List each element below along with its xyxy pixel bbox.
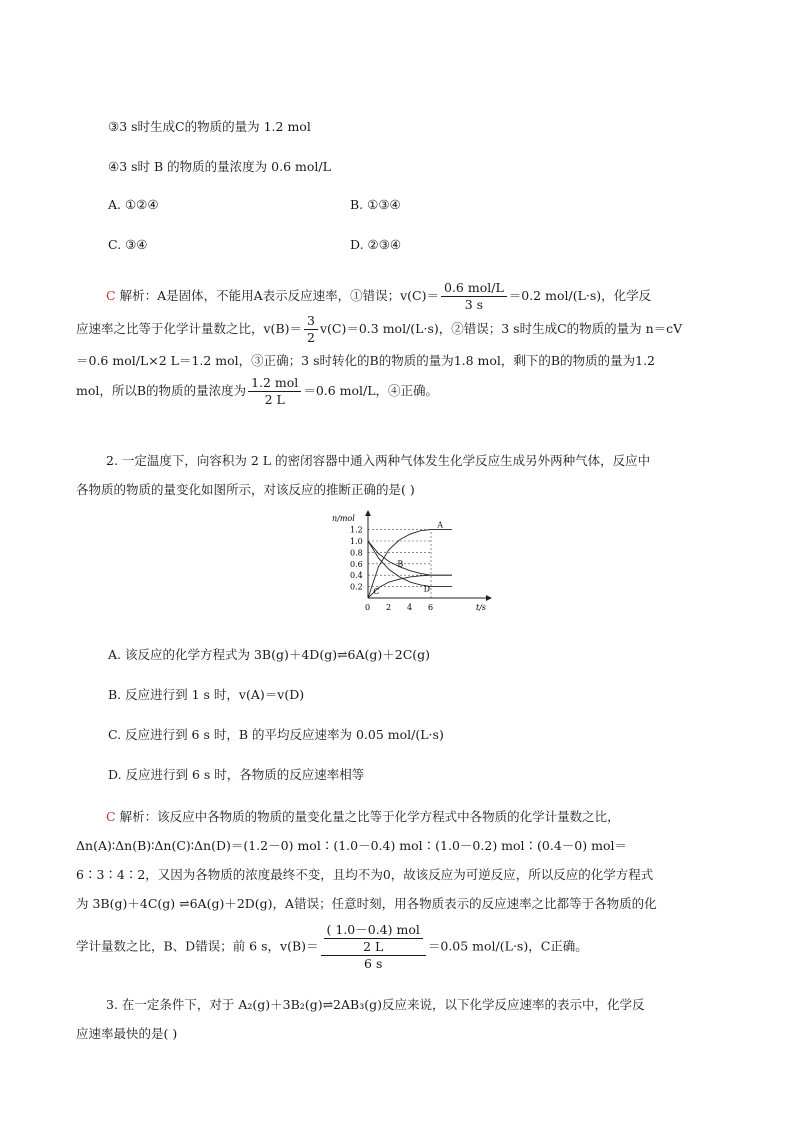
exp-text: 解析：该反应中各物质的物质的量变化量之比等于化学方程式中各物质的化学计量数之比，	[119, 809, 620, 824]
fraction-den: 6 s	[364, 956, 383, 971]
exp-text: ＝0.6 mol/L，④正确。	[303, 383, 439, 398]
exp-text: 6∶3∶4∶2，又因为各物质的浓度最终不变，且均不为0，故该反应为可逆反应，所以反应的化学方程式	[76, 867, 654, 882]
choice-d: D. ②③④	[350, 237, 402, 252]
exp-text: ＝0.2 mol/(L·s)，化学反	[508, 288, 652, 303]
q2-option-d: D. 反应进行到 6 s 时，各物质的反应速率相等	[108, 767, 365, 782]
complex-fraction	[321, 922, 426, 972]
series-label-b: B	[397, 559, 404, 569]
y-axis-label: n/mol	[332, 514, 355, 523]
q2-option-b: B. 反应进行到 1 s 时，v(A)＝v(D)	[108, 687, 305, 702]
x-arrow	[486, 595, 492, 601]
series-line-b	[368, 541, 452, 575]
stem-line: 应速率最快的是( )	[76, 1026, 178, 1041]
q2-explanation	[76, 802, 724, 972]
exp-text: mol，所以B的物质的量浓度为	[76, 383, 247, 398]
fraction-num: 0.6 mol/L	[441, 280, 507, 297]
x-tick-label: 4	[407, 603, 413, 612]
y-tick-label: 1.0	[350, 537, 363, 546]
fraction-num: ( 1.0－0.4) mol	[324, 922, 423, 939]
x-axis-label: t/s	[476, 603, 487, 612]
fraction	[248, 375, 301, 408]
fraction-num: 1.2 mol	[248, 375, 301, 392]
y-tick-label: 1.2	[350, 525, 363, 535]
exp-text: ＝0.6 mol/L×2 L＝1.2 mol，③正确；3 s时转化的B的物质的量为1.8 mol，剩下的B的物质的量为1.2	[76, 353, 655, 368]
exp-text: 解析：A是固体，不能用A表示反应速率，①错误；v(C)＝	[119, 288, 439, 303]
x-tick-label: 6	[428, 603, 434, 612]
series-label-d: D	[423, 584, 431, 594]
q2-option-c: C. 反应进行到 6 s 时，B 的平均反应速率为 0.05 mol/(L·s)	[108, 727, 444, 742]
exp-text: 应速率之比等于化学计量数之比，v(B)＝	[76, 321, 303, 336]
fraction-den: 2	[307, 330, 315, 345]
exp-text: 学计量数之比，B、D错误；前 6 s，v(B)＝	[76, 938, 319, 954]
choice-a: A. ①②④	[108, 197, 159, 212]
fraction-den: 2 L	[264, 392, 285, 407]
y-tick-label: 0.6	[350, 559, 363, 569]
q1-explanation	[76, 280, 724, 408]
x-tick-label: 2	[386, 603, 392, 612]
stem-line: 各物质的物质的量变化如图所示，对该反应的推断正确的是( )	[76, 482, 415, 497]
mol-time-chart	[330, 510, 500, 620]
y-tick-label: 0.2	[350, 582, 363, 592]
fraction	[304, 313, 318, 346]
y-tick-label: 0.8	[350, 548, 363, 558]
option-4: ④3 s时 B 的物质的量浓度为 0.6 mol/L	[108, 159, 331, 174]
choice-c: C. ③④	[108, 237, 148, 252]
answer-letter: C	[106, 809, 116, 824]
exp-text: 为 3B(g)＋4C(g) ⇌6A(g)＋2D(g)，A错误；任意时刻，用各物质表示的反应速率之比都等于各物质的化	[76, 896, 657, 911]
q2-option-a: A. 该反应的化学方程式为 3B(g)＋4D(g)⇌6A(g)＋2C(g)	[108, 647, 431, 662]
y-tick-label: 0.4	[350, 571, 363, 581]
stem-line: 2. 一定温度下，向容积为 2 L 的密闭容器中通入两种气体发生化学反应生成另外两种气体，反应中	[106, 453, 651, 468]
q2-stem	[76, 446, 724, 504]
x-tick-label: 0	[365, 603, 371, 612]
answer-letter: C	[106, 288, 116, 303]
y-arrow	[365, 510, 371, 516]
exp-text: ＝0.05 mol/(L·s)，C正确。	[427, 938, 588, 954]
fraction-num: 3	[304, 313, 318, 330]
series-label-a: A	[437, 520, 444, 530]
fraction-den: 2 L	[363, 939, 384, 954]
exp-text: Δn(A)∶Δn(B)∶Δn(C)∶Δn(D)＝(1.2－0) mol∶(1.0－0.4) mol∶(1.0－0.2) mol∶(0.4－0) mol＝	[76, 838, 627, 853]
series-label-c: C	[373, 587, 380, 597]
choice-b: B. ①③④	[350, 197, 401, 212]
stem-line: 3. 在一定条件下，对于 A₂(g)＋3B₂(g)⇌2AB₃(g)反应来说，以下化学反应速率的表示中，化学反	[106, 997, 645, 1012]
q3-stem	[76, 990, 724, 1048]
fraction	[441, 280, 507, 313]
option-3: ③3 s时生成C的物质的量为 1.2 mol	[108, 119, 311, 134]
exp-text: v(C)＝0.3 mol/(L·s)，②错误；3 s时生成C的物质的量为 n＝cV	[319, 321, 683, 336]
fraction-den: 3 s	[464, 297, 484, 312]
